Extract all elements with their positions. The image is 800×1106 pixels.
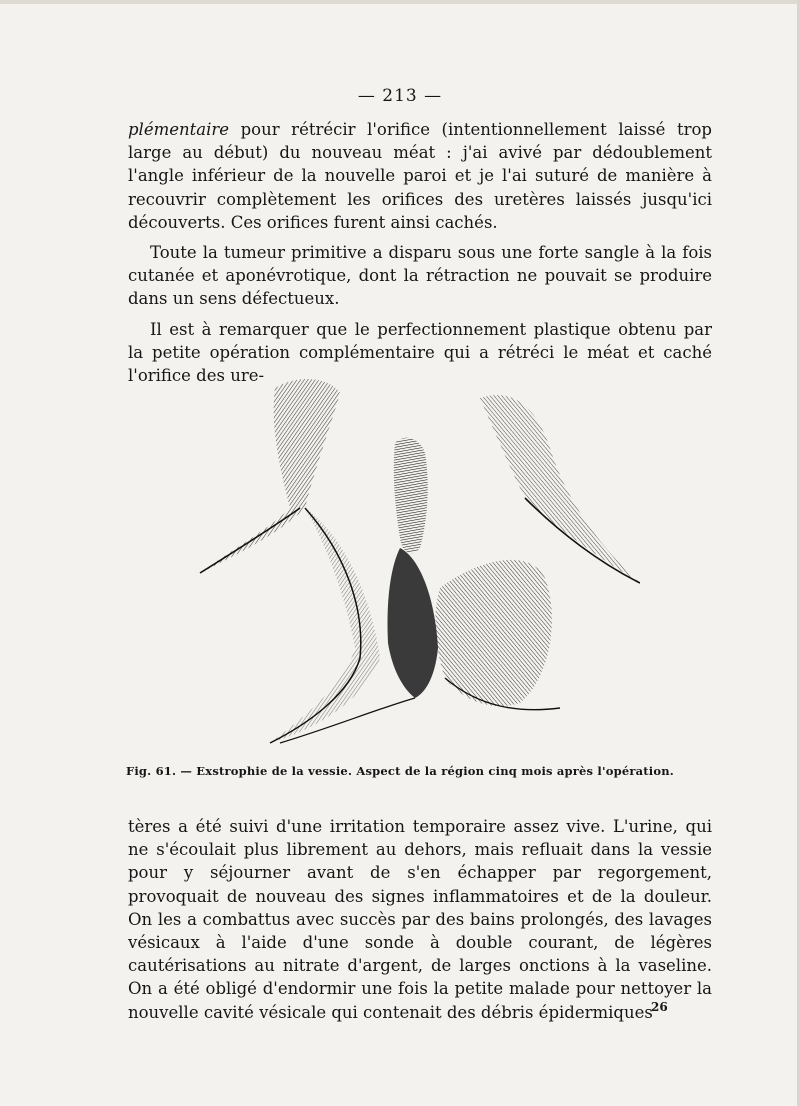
page-number: — 213 —	[357, 86, 443, 106]
paragraph-3: Il est à remarquer que le perfectionnement plastique obtenu par la petite opération complémentaire qui a rétréci le méat et caché l'orifice des ure-	[128, 319, 712, 386]
engraving-drawing	[180, 358, 640, 758]
paragraph-continued-bottom: tères a été suivi d'une irritation temporaire assez vive. L'urine, qui ne s'écoulait plus librement au dehors, mais refluait dans la vessie pour y séjourner avant de s'en échapper par regorgement, provoquait de nouveau des signes inflammatoires et de la douleur. On les a combattus avec succès par des bains prolongés, des lavages vésicaux à l'aide d'une sonde à double courant, de légères cautérisations au nitrate d'argent, de larges onctions à la vaseline. On a été obligé d'endormir une fois la petite malade pour nettoyer la nouvelle cavité vésicale qui contenait des débris épidermiques	[128, 817, 712, 1022]
text-block-bottom	[128, 815, 712, 1024]
figure-caption: Fig. 61. — Exstrophie de la vessie. Aspect de la région cinq mois après l'opération.	[126, 764, 674, 778]
signature-mark: 26	[651, 1000, 668, 1014]
text-block-top	[128, 118, 712, 387]
paragraph-continued	[128, 118, 712, 234]
paragraph-2: Toute la tumeur primitive a disparu sous une forte sangle à la fois cutanée et aponévrotique, dont la rétraction ne pouvait se produire dans un sens défectueux.	[128, 243, 712, 309]
figure-illustration	[180, 358, 640, 758]
page-edge	[0, 0, 800, 4]
paragraph-text: pour rétrécir l'orifice (intentionnellement laissé trop large au début) du nouveau méat : j'ai avivé par dédoublement l'angle inférieur de la nouvelle paroi et je l'ai suturé de manière à recouvrir complètement les orifices des uretères laissés jusqu'ici découverts. Ces orifices furent ainsi cachés.	[128, 120, 712, 232]
italic-word: plémentaire	[128, 120, 230, 139]
